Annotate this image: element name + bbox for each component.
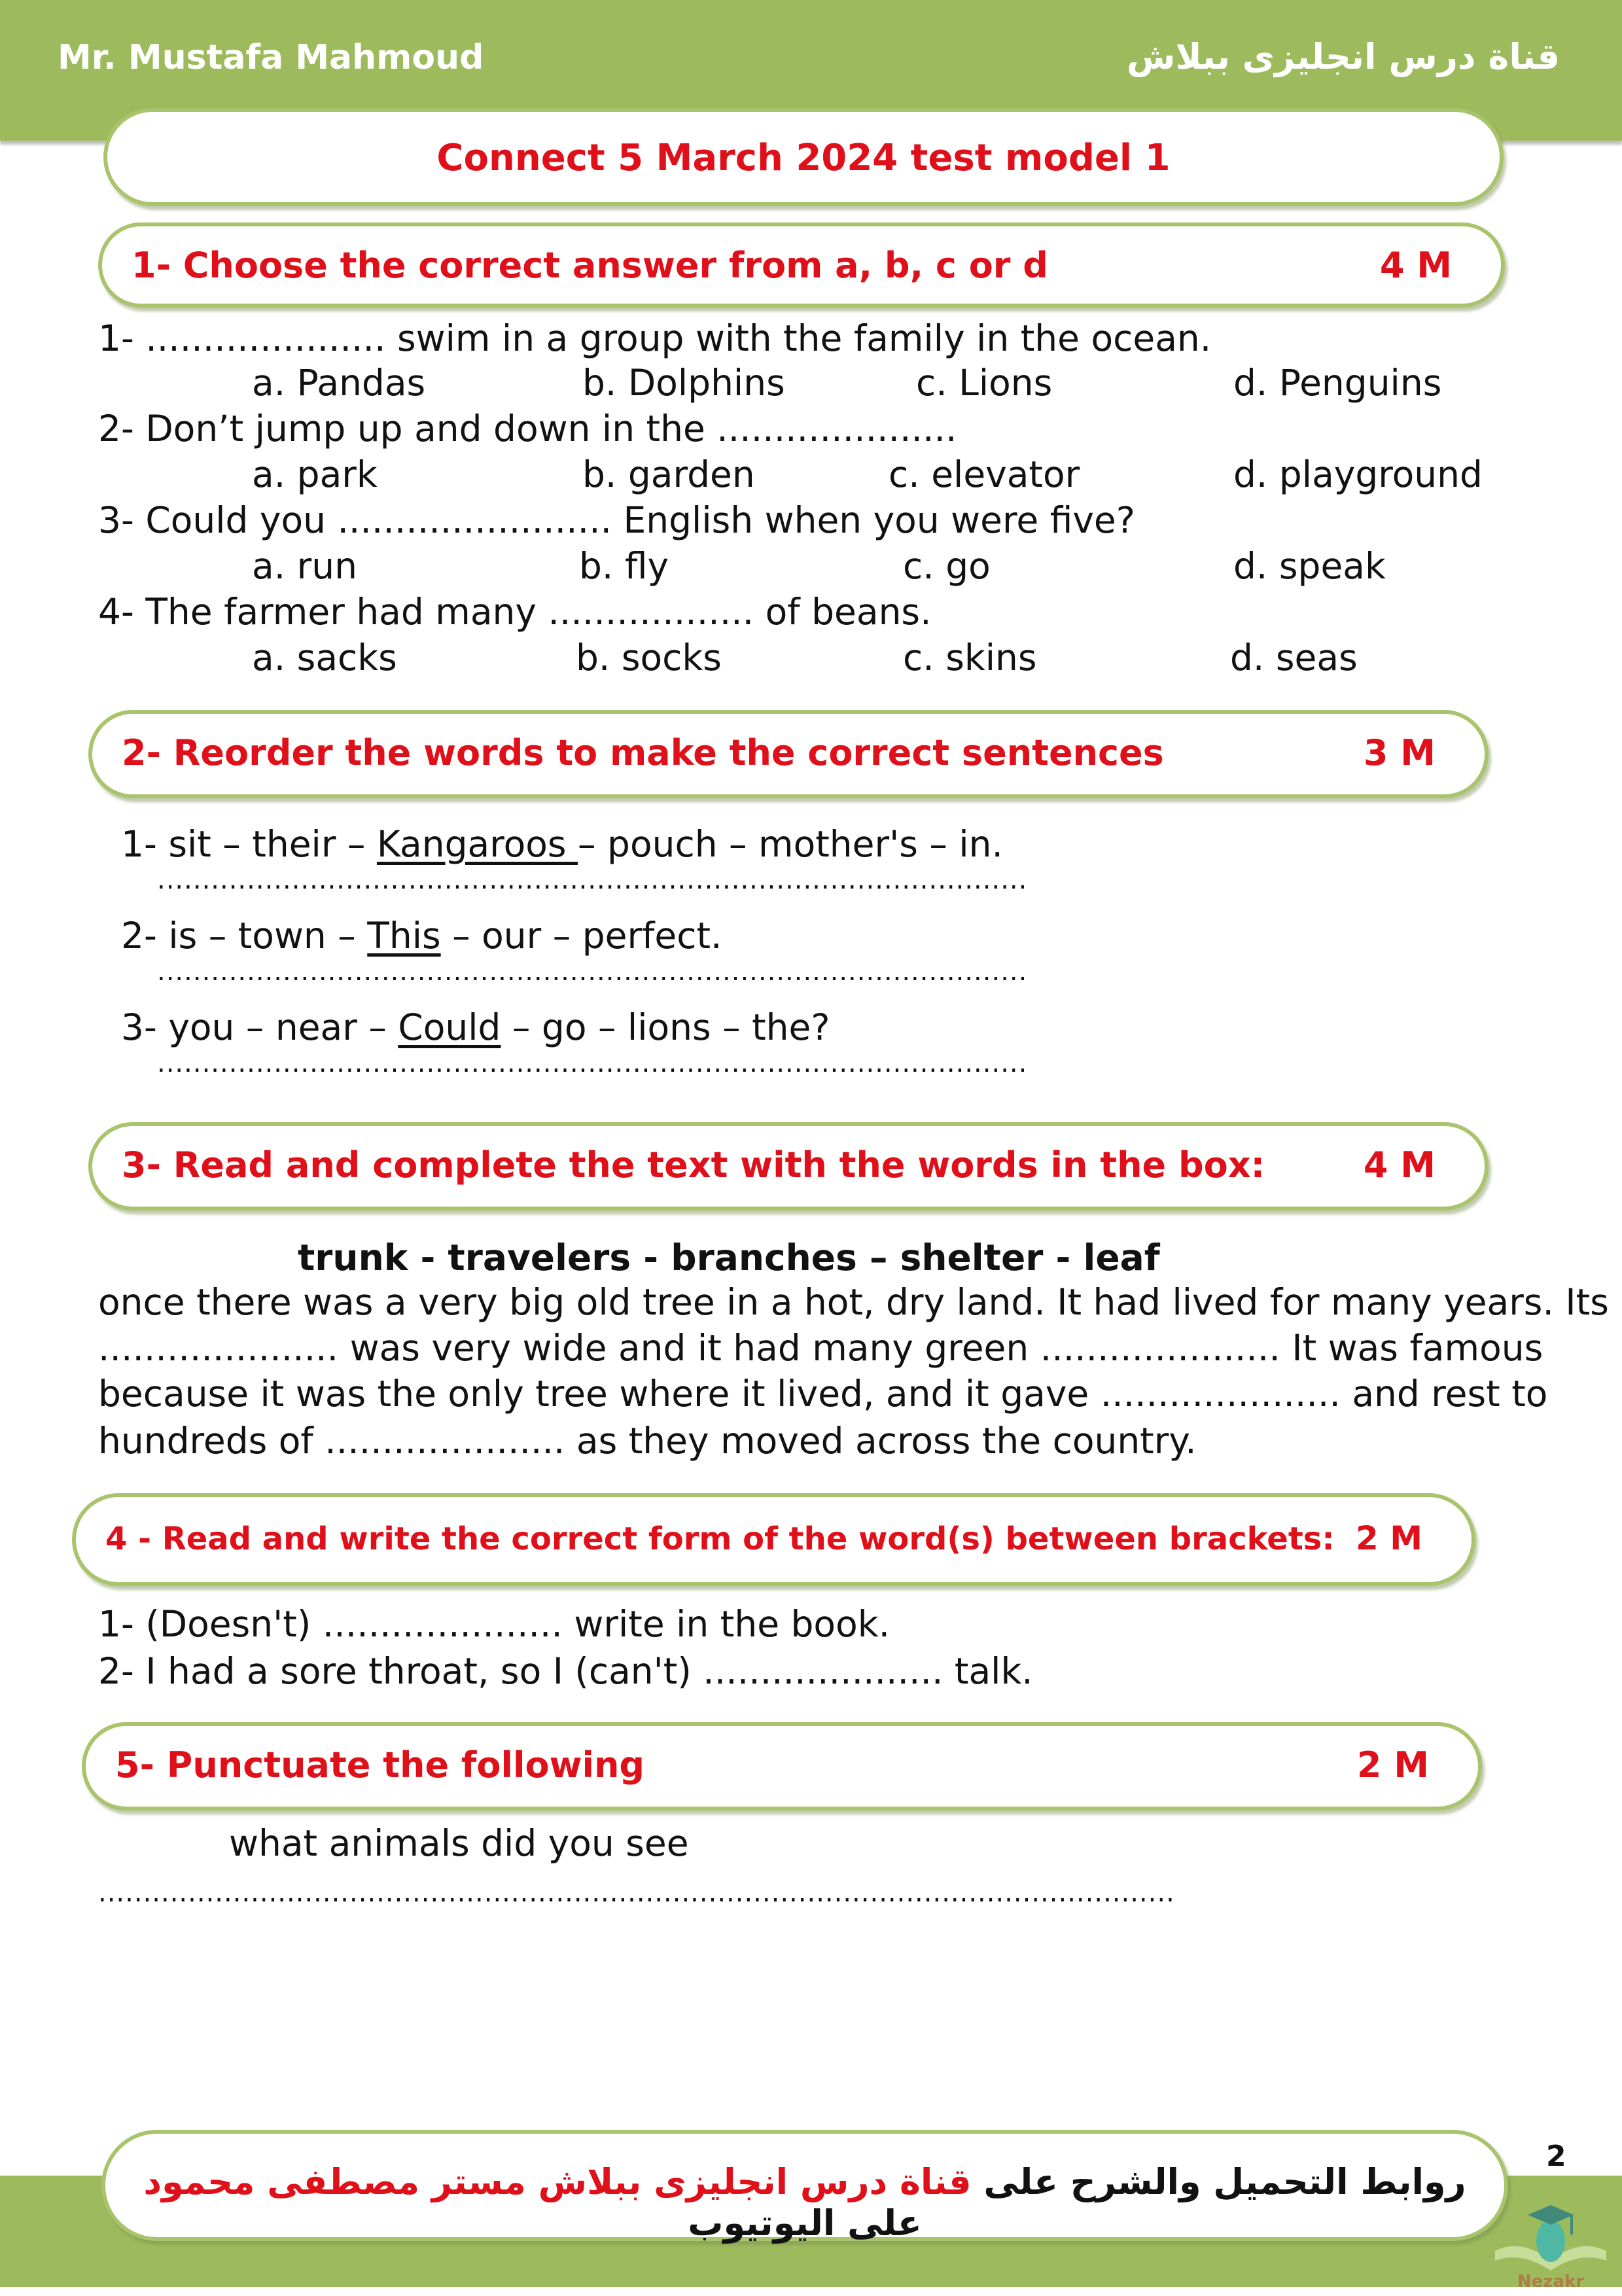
section4-header: [72, 1493, 1475, 1586]
passage-line: ..................... was very wide and it had many green ..................... It was famous: [98, 1327, 1543, 1369]
option[interactable]: b. socks: [576, 637, 722, 679]
passage-line: once there was a very big old tree in a hot, dry land. It had lived for many years. Its: [98, 1281, 1609, 1323]
graduate-book-icon: [1489, 2189, 1613, 2293]
section2-header: [88, 710, 1489, 798]
option[interactable]: d. playground: [1233, 453, 1483, 495]
footer-banner: [101, 2130, 1508, 2244]
question-2: 2- Don’t jump up and down in the .....................: [98, 408, 957, 450]
title-banner: [103, 108, 1504, 206]
option[interactable]: d. speak: [1233, 545, 1386, 587]
section3-heading: 3- Read and complete the text with the words in the box:: [122, 1144, 1265, 1186]
option[interactable]: a. sacks: [252, 637, 397, 679]
section5-heading: 5- Punctuate the following: [115, 1744, 645, 1786]
section2-marks: 3 M: [1363, 732, 1436, 773]
underlined-word: This: [367, 915, 441, 957]
passage-line: hundreds of ..................... as they moved across the country.: [98, 1420, 1197, 1462]
option[interactable]: a. Pandas: [252, 362, 426, 404]
option[interactable]: d. seas: [1230, 637, 1358, 679]
reorder-words: – our – perfect.: [440, 915, 722, 957]
section2-heading: 2- Reorder the words to make the correct sentences: [122, 732, 1164, 773]
option[interactable]: b. fly: [579, 545, 669, 587]
question-1: 1- ..................... swim in a group with the family in the ocean.: [98, 317, 1212, 359]
teacher-name: Mr. Mustafa Mahmoud: [58, 38, 484, 77]
option[interactable]: c. elevator: [889, 453, 1080, 495]
svg-text:Nezakr: Nezakr: [1517, 2272, 1585, 2291]
section5-marks: 2 M: [1356, 1744, 1429, 1786]
reorder-words: 1- sit – their –: [121, 823, 377, 865]
option[interactable]: d. Penguins: [1233, 362, 1442, 404]
answer-line[interactable]: .................................................................................................: [157, 957, 1028, 987]
option[interactable]: a. park: [252, 453, 378, 495]
section1-heading: 1- Choose the correct answer from a, b, c or d: [132, 245, 1048, 286]
footer-text-part: على اليوتيوب: [688, 2202, 922, 2244]
form-item-2: 2- I had a sore throat, so I (can't) ..................... talk.: [98, 1650, 1033, 1692]
answer-line[interactable]: ........................................................................................................................: [98, 1878, 1175, 1908]
option[interactable]: b. Dolphins: [582, 362, 785, 404]
reorder-words: – go – lions – the?: [501, 1006, 830, 1048]
reorder-words: – pouch – mother's – in.: [578, 823, 1003, 865]
section3-marks: 4 M: [1363, 1144, 1436, 1186]
passage-line: because it was the only tree where it lived, and it gave ..................... and rest to: [98, 1373, 1548, 1415]
option[interactable]: a. run: [252, 545, 357, 587]
reorder-item-3: [121, 1006, 830, 1048]
answer-line[interactable]: .................................................................................................: [157, 865, 1028, 895]
question-4: 4- The farmer had many .................. of beans.: [98, 591, 932, 633]
answer-line[interactable]: .................................................................................................: [157, 1048, 1028, 1078]
section1-marks: 4 M: [1379, 245, 1452, 286]
section1-header: [98, 222, 1505, 308]
question-3: 3- Could you ........................ English when you were five?: [98, 499, 1135, 541]
reorder-words: 2- is – town –: [121, 915, 368, 957]
section4-heading: 4 - Read and write the correct form of the word(s) between brackets:: [105, 1521, 1335, 1557]
punctuate-sentence: what animals did you see: [229, 1822, 689, 1864]
option[interactable]: c. skins: [903, 637, 1037, 679]
section3-header: [88, 1122, 1489, 1210]
form-item-1: 1- (Doesn't) ..................... write in the book.: [98, 1603, 890, 1645]
word-box: trunk - travelers - branches – shelter - leaf: [298, 1237, 1160, 1279]
footer-channel-link[interactable]: قناة درس انجليزى ببلاش مستر مصطفى محمود: [143, 2161, 972, 2202]
page-title: Connect 5 March 2024 test model 1: [436, 137, 1171, 179]
option[interactable]: c. Lions: [916, 362, 1053, 404]
reorder-words: 3- you – near –: [121, 1006, 398, 1048]
section5-header: [82, 1722, 1482, 1810]
underlined-word: Kangaroos: [376, 823, 578, 865]
reorder-item-1: [121, 823, 1003, 865]
page-number: 2: [1546, 2140, 1566, 2173]
footer-text: [105, 2161, 1504, 2244]
nezakr-logo: [1489, 2189, 1613, 2293]
option[interactable]: b. garden: [582, 453, 755, 495]
section4-marks: 2 M: [1356, 1519, 1422, 1557]
reorder-item-2: [121, 915, 722, 957]
channel-name: قناة درس انجليزى ببلاش: [1127, 36, 1560, 77]
footer-text-part: روابط التحميل والشرح على: [971, 2161, 1466, 2202]
option[interactable]: c. go: [903, 545, 991, 587]
underlined-word: Could: [398, 1006, 501, 1048]
